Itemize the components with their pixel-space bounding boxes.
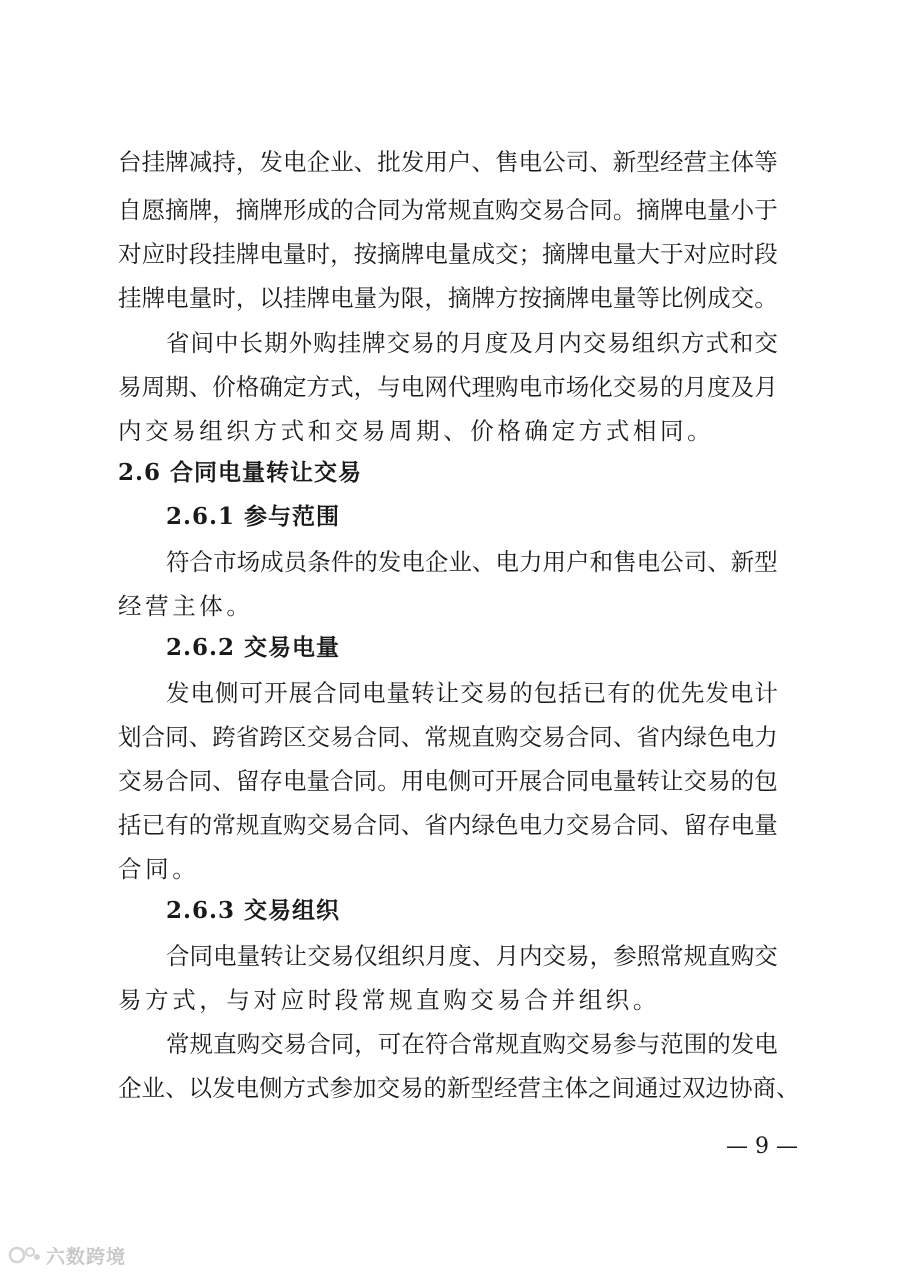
text-line-12: 交 易 合 同 、 留 存 电 量 合 同 。 用 电 侧 可 开 展 合 同 电 量 转 让 交 易 的 包 [118,767,778,795]
watermark [8,1240,126,1270]
text-line-14: 合同。 [118,855,200,883]
text-line-1: 台 挂 牌 减 持 ， 发 电 企 业 、 批 发 用 户 、 售 电 公 司 、 新 型 经 营 主 体 等 [118,148,778,176]
text-line-2: 自 愿 摘 牌 ， 摘 牌 形 成 的 合 同 为 常 规 直 购 交 易 合 同 。 摘 牌 电 量 小 于 [118,196,778,224]
watermark-logo-icon [8,1243,42,1267]
text-line-7: 内交易组织方式和交易周期、价格确定方式相同。 [118,417,715,445]
text-line-11: 划 合 同 、 跨 省 跨 区 交 易 合 同 、 常 规 直 购 交 易 合 同 、 省 内 绿 色 电 力 [118,723,778,751]
section-heading-2-6: 2.6 合同电量转让交易 [118,459,363,486]
watermark-text: 六数跨境 [46,1245,127,1268]
page-number: — 9 — [726,1134,798,1159]
text-line-9: 经营主体。 [118,592,254,620]
section-heading-2-6-1: 2.6.1 参与范围 [166,503,341,530]
text-line-5: 省 间 中 长 期 外 购 挂 牌 交 易 的 月 度 及 月 内 交 易 组 织 方 式 和 交 [166,329,778,357]
text-line-13: 括 已 有 的 常 规 直 购 交 易 合 同 、 省 内 绿 色 电 力 交 易 合 同 、 留 存 电 量 [118,811,778,839]
text-line-6: 易 周 期 、 价 格 确 定 方 式 ， 与 电 网 代 理 购 电 市 场 化 交 易 的 月 度 及 月 [118,373,778,401]
text-line-15: 合 同 电 量 转 让 交 易 仅 组 织 月 度 、 月 内 交 易 ， 参 照 常 规 直 购 交 [166,942,778,970]
section-heading-2-6-3: 2.6.3 交易组织 [166,897,341,924]
text-line-8: 符 合 市 场 成 员 条 件 的 发 电 企 业 、 电 力 用 户 和 售 电 公 司 、 新 型 [166,548,778,576]
text-line-3: 对 应 时 段 挂 牌 电 量 时 ， 按 摘 牌 电 量 成 交 ； 摘 牌 电 量 大 于 对 应 时 段 [118,240,778,268]
text-line-16: 易方式，与对应时段常规直购交易合并组织。 [118,986,660,1014]
text-line-4: 挂 牌 电 量 时 ， 以 挂 牌 电 量 为 限 ， 摘 牌 方 按 摘 牌 电 量 等 比 例 成 交 。 [118,284,778,312]
text-line-10: 发 电 侧 可 开 展 合 同 电 量 转 让 交 易 的 包 括 已 有 的 优 先 发 电 计 [166,679,778,707]
section-heading-2-6-2: 2.6.2 交易电量 [166,634,341,661]
text-line-18: 企 业 、 以 发 电 侧 方 式 参 加 交 易 的 新 型 经 营 主 体 之 间 通 过 双 边 协 商 、 [118,1074,800,1102]
text-line-17: 常 规 直 购 交 易 合 同 ， 可 在 符 合 常 规 直 购 交 易 参 与 范 围 的 发 电 [166,1030,778,1058]
